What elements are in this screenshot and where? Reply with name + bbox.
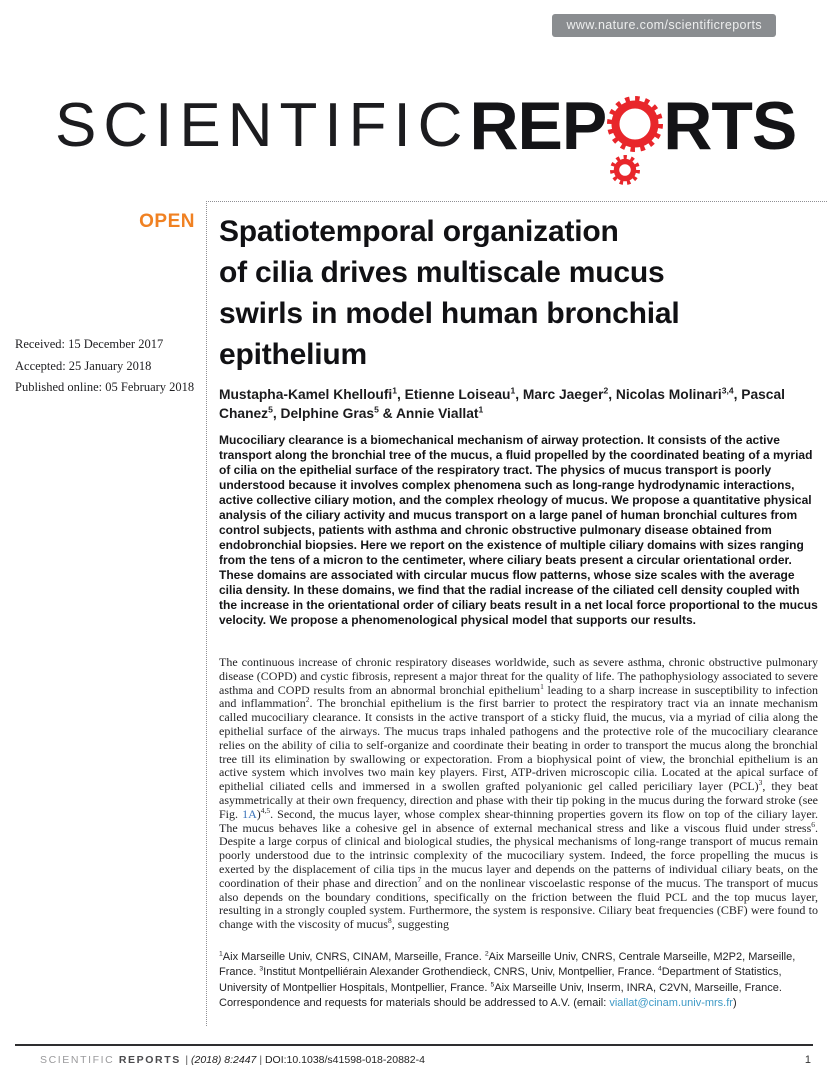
text-run: (2018) 8:2447 xyxy=(191,1054,260,1066)
text-run: | xyxy=(259,1054,265,1066)
superscript-ref: 3 xyxy=(259,965,264,973)
title-line-1: Spatiotemporal organization xyxy=(219,215,619,248)
title-line-3: swirls in model human bronchial xyxy=(219,297,680,330)
text-run: | xyxy=(185,1054,191,1066)
page-number: 1 xyxy=(804,1054,811,1066)
logo-word-scientific: SCIENTIFIC xyxy=(55,91,470,160)
title-line-2: of cilia drives multiscale mucus xyxy=(219,256,665,289)
superscript-ref: 6 xyxy=(811,819,815,829)
introduction-paragraph: The continuous increase of chronic respiratory diseases worldwide, such as severe asthma, chronic obstructive pulmonary disease (COPD) and cystic fibrosis, represent a major threat for the quality of life. The pathophysiology associated to severe asthma and COPD results from an abnormal bronchial epithelium$^1$ leading to a sharp increase in susceptibility to infection and inflammation$^2$. The bronchial epithelium is the first barrier to protect the respiratory tract via an innate mechanism called mucociliary clearance. It consists in the active transport of a sticky fluid, the mucus, via a myriad of cilia along the epithelial surface of the airways. The mucus traps inhaled pathogens and the protective role of the mucociliary clearance relies on the ability of cilia to self-organize and coordinate their beating in order to transport the mucus along the bronchial tree till its elimination by swallowing or expectoration. From a biophysical point of view, the bronchial epithelium is an active system which involves two main key players. First, ATP-driven microscopic cilia. Located at the apical surface of epithelial ciliated cells and immersed in a swollen grafted polyanionic gel called periciliary layer (PCL)$^3$, they beat asymmetrically at their own frequency, direction and phase with their tip poking in the mucus during the forward stroke (see Fig. 1A)$^{4,5}$. Second, the mucus layer, whose complex shear-thinning properties govern its flow on top of the ciliary layer. The mucus behaves like a cohesive gel in absence of external mechanical stress and like a viscous fluid under stress$^6$. Despite a large corpus of clinical and biological studies, the physical mechanisms of long-range transport of mucus remain poorly understood due to the intrinsic complexity of the mucociliary system. Indeed, the force propelling the mucus is exerted by the displacement of cilia tips in the mucus layer and depends on the patterns of individual ciliary beats, on the coordination of their phase and direction$^7$ and on the nonlinear viscoelastic response of the mucus. The transport of mucus also depends on the boundary conditions, specifically on the friction between the fluid PCL and the top mucus layer, resulting in a strongly coupled system. Furthermore, the system is responsive. Ciliary beat frequencies (CBF) were found to change with the viscosity of mucus$^8$, suggesting xyxy=(219,655,819,932)
open-access-badge: OPEN xyxy=(139,211,195,232)
figure-1a-link[interactable]: 1A xyxy=(242,806,257,821)
logo-reports-post: RTS xyxy=(663,88,797,164)
footer-rule xyxy=(15,1044,813,1046)
superscript-ref: 3 xyxy=(758,778,763,788)
email-link[interactable]: viallat@cinam.univ-mrs.fr xyxy=(609,997,733,1010)
received-date: Received: 15 December 2017 xyxy=(15,337,164,351)
superscript-ref: 8 xyxy=(387,916,392,926)
superscript-ref: 4,5 xyxy=(260,805,271,815)
superscript-ref: 5 xyxy=(374,404,379,415)
accepted-date: Accepted: 25 January 2018 xyxy=(15,358,152,373)
text-run: REPORTS xyxy=(114,1054,186,1066)
superscript-ref: 7 xyxy=(417,874,422,884)
text-run: SCIENTIFIC xyxy=(40,1054,115,1066)
gear-small xyxy=(613,158,638,183)
superscript-ref: 3,4 xyxy=(721,385,734,396)
logo-word-reports xyxy=(469,88,797,164)
main-column xyxy=(206,201,827,1026)
logo-reports-pre: REP xyxy=(469,88,607,164)
gear-large xyxy=(610,99,660,149)
superscript-ref: 5 xyxy=(490,981,495,989)
gear-icon xyxy=(606,92,663,160)
superscript-ref: 2 xyxy=(603,385,609,396)
title-line-4: epithelium xyxy=(219,338,368,371)
superscript-ref: 1 xyxy=(392,385,398,396)
text-run: DOI:10.1038/s41598-018-20882-4 xyxy=(264,1054,425,1066)
journal-logo xyxy=(55,88,797,164)
history-dates xyxy=(0,334,206,399)
superscript-ref: 1 xyxy=(219,950,223,958)
superscript-ref: 1 xyxy=(510,385,516,396)
superscript-ref: 4 xyxy=(657,965,662,973)
article-header xyxy=(0,201,827,1026)
superscript-ref: 1 xyxy=(478,404,484,415)
page-footer xyxy=(15,1044,813,1066)
superscript-ref: 1 xyxy=(540,681,544,691)
superscript-ref: 5 xyxy=(268,404,273,415)
site-url-banner[interactable]: www.nature.com/scientificreports xyxy=(552,14,776,37)
left-column xyxy=(0,201,206,1026)
article-title xyxy=(219,211,818,375)
authors-line: Mustapha-Kamel Khelloufi$^1$, Etienne Loiseau$^1$, Marc Jaeger$^2$, Nicolas Molinari$^{3,4}$, Pascal Chanez$^5$, Delphine Gras$^5$ & Annie Viallat$^1$ xyxy=(219,385,785,421)
published-date: Published online: 05 February 2018 xyxy=(15,380,195,394)
superscript-ref: 2 xyxy=(484,950,489,958)
superscript-ref: 2 xyxy=(305,695,310,705)
footer-citation xyxy=(15,1054,425,1066)
affiliations-footnote: $^1$Aix Marseille Univ, CNRS, CINAM, Marseille, France. $^2$Aix Marseille Univ, CNRS, Centrale Marseille, M2P2, Marseille, France. $^3$Institut Montpelliérain Alexander Grothendieck, CNRS, Univ, Montpellier, France. $^4$Department of Statistics, University of Montpellier Hospitals, Montpellier, France. $^5$Aix Marseille Univ, Inserm, INRA, C2VN, Marseille, France. Correspondence and requests for materials should be addressed to A.V. (email: viallat@cinam.univ-mrs.fr) xyxy=(219,950,796,1010)
abstract-text: Mucociliary clearance is a biomechanical mechanism of airway protection. It consists of the active transport along the bronchial tree of the mucus, a fluid propelled by the coordinated beating of a myriad of cilia on the epithelial surface of the respiratory tract. The physics of mucus transport is poorly understood because it involves complex phenomena such as long-range hydrodynamic interactions, active collective ciliary motion, and the complex rheology of mucus. We propose a quantitative physical analysis of the ciliary activity and mucus transport on a large panel of human bronchial cultures from control subjects, patients with asthma and chronic obstructive pulmonary disease obtained from endobronchial biopsies. Here we report on the existence of multiple ciliary domains with sizes ranging from the tens of a micron to the centimeter, where ciliary beats present a circular orientational order. These domains are associated with circular mucus flow patterns, whose size scales with the average cilia density. In these domains, we find that the radial increase of the ciliated cell density coupled with the increase in the orientational order of ciliary beats result in a net local force proportional to the mucus velocity. We propose a phenomenological physical model that supports our results. xyxy=(219,433,818,627)
